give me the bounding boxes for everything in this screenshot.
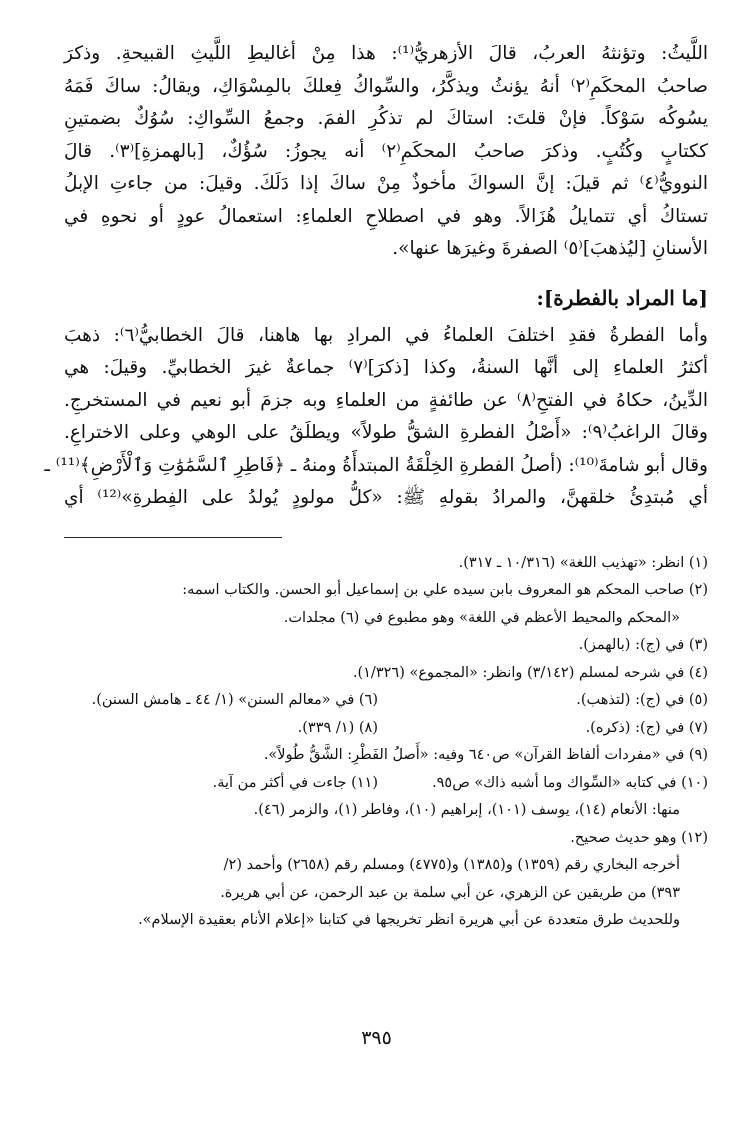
footnote-continuation: منها: الأنعام (١٤)، يوسف (١٠١)، إبراهيم (١٠)، وفاطر (١)، والزمر (٤٦). bbox=[253, 802, 680, 818]
body-line: أكثرُ العلماءِ إلى أنَّها السنةُ، وكذا [ذكرَ]⁽٧⁾ جماعةٌ غيرَ الخطابيِّ. وقيلَ: هي bbox=[64, 357, 708, 378]
body-line: الدِّينُ، حكاهُ في الفتحِ⁽٨⁾ عن طائفةٍ من العلماءِ وبه جزمَ أبو نعيم في المستخرجِ. bbox=[64, 389, 708, 411]
footnote: (٧) في (ج): (ذكره). bbox=[585, 719, 708, 736]
body-line: وقالَ الراغبُ⁽٩⁾: «أَصْلُ الفطرةِ الشقُّ طولاً» ويطلَقُ على الوهي وعلى الاختراعِ. bbox=[64, 422, 708, 443]
footnote: (٦) في «معالم السنن» (١/ ٤٤ ـ هامش السنن). bbox=[91, 692, 378, 708]
body-line: ككتابٍ وكُتُبٍ. وذكرَ صاحبُ المحكَمِ⁽٢⁾ أنه يجوزُ: سُؤُكٌ، [بالهمزةِ]⁽٣⁾. قالَ bbox=[64, 140, 708, 162]
footnote: (١٢) وهو حديث صحيح. bbox=[570, 829, 708, 846]
footnote: (١) انظر: «تهذيب اللغة» (١٠/٣١٦ ـ ٣١٧). bbox=[458, 554, 708, 571]
body-line: الأسنانِ [ليُذهبَ]⁽٥⁾ الصفرةَ وغيرَها عنها». bbox=[392, 238, 708, 259]
footnote-pair bbox=[64, 715, 708, 743]
footnote-continuation: أخرجه البخاري رقم (١٣٥٩) و(١٣٨٥) و(٤٧٧٥) ومسلم رقم (٢٦٥٨) وأحمد (٢/ bbox=[223, 857, 680, 873]
body-text-top bbox=[64, 38, 708, 266]
footnote: (٨) (١/ ٣٣٩). bbox=[297, 719, 378, 736]
body-line: وأما الفطرةُ فقدِ اختلفَ العلماءُ في المرادِ بها هاهنا، قالَ الخطابيُّ⁽٦⁾: ذهبَ bbox=[64, 324, 708, 346]
page-number: ٣٩٥ bbox=[361, 1027, 392, 1049]
footnote-separator bbox=[64, 537, 282, 538]
footnote: (٣) في (ج): (بالهمز). bbox=[578, 637, 708, 653]
body-line: وقال أبو شامةَ⁽¹⁰⁾: (أصلُ الفطرةِ الخِلْقَةُ المبتدأَةُ ومنهُ ـ ﴿فَاطِرِ ٱلسَّمَٰوَٰتِ وَٱلْأَرْضِ﴾⁽¹¹⁾ ـ bbox=[44, 454, 708, 476]
body-line: تستاكُ أي تتمايلُ هُزَالاً. وهو في اصطلاحِ العلماءِ: استعمالُ عودٍ أو نحوهِ في bbox=[64, 205, 708, 227]
footnote: (٢) صاحب المحكم هو المعروف بابن سيده علي بن إسماعيل أبو الحسن. والكتاب اسمه: bbox=[182, 582, 708, 598]
footnote-continuation: ٣٩٣) من طريقين عن الزهري، عن أبي سلمة بن عبد الرحمن، عن أبي هريرة. bbox=[220, 884, 680, 901]
body-line: النوويُّ⁽٤⁾ ثم قيلَ: إنَّ السواكَ مأخوذٌ مِنْ ساكَ إذا دَلَكَ. وقيلَ: من جاءتِ الإبلُ bbox=[64, 173, 708, 194]
footnote: (٤) في شرحه لمسلم (٣/١٤٢) وانظر: «المجموع» (١/٣٢٦). bbox=[352, 664, 708, 681]
footnote-continuation: وللحديث طرق متعددة عن أبي هريرة انظر تخريجها في كتابنا «إعلام الأنام بعقيدة الإسلام». bbox=[138, 912, 680, 928]
page-content bbox=[44, 38, 708, 935]
footnotes bbox=[64, 550, 708, 935]
footnote-pair bbox=[64, 687, 708, 715]
footnote: (١١) جاءت في أكثر من آية. bbox=[212, 774, 378, 791]
body-text-bottom bbox=[44, 320, 708, 515]
footnote-separator-wrap bbox=[64, 515, 708, 550]
footnote: (٩) في «مفردات ألفاظ القرآن» ص٦٤٠ وفيه: «أَصلُ الفَطْرِ: الشَّقُّ طُولاً». bbox=[263, 747, 708, 763]
body-line: يسُوكُه سَوْكاً. فإنْ قلتَ: استاكَ لم تذكُرِ الفمَ. وجمعُ السِّواكِ: سُوُكٌ بضمتينِ bbox=[64, 108, 708, 129]
footnote: (١٠) في كتابه «السِّواك وما أشبه ذاك» ص٩٥. bbox=[432, 774, 708, 791]
footnote-continuation: «المحكم والمحيط الأعظم في اللغة» وهو مطبوع في (٦) مجلدات. bbox=[283, 609, 680, 626]
body-line: اللَّيثُ: وتؤنثهُ العربُ، قالَ الأزهريُّ⁽¹⁾: هذا مِنْ أغاليطِ اللَّيثِ القبيحةِ. وذكرَ bbox=[64, 43, 708, 64]
section-heading: [ما المراد بالفطرة]: bbox=[536, 285, 708, 310]
body-line: صاحبُ المحكَمِ⁽٢⁾ أنهُ يؤنثُ ويذكَّرُ، والسِّواكُ فِعلكَ بالمِسْوَاكِ، ويقالُ: ساكَ فَمَهُ bbox=[64, 75, 708, 97]
footnote: (٥) في (ج): (لتذهب). bbox=[576, 692, 708, 708]
body-line: أي مُبتدِئُ خلقهنَّ، والمرادُ بقولهِ ﷺ: «كلُّ مولودٍ يُولدُ على الفِطرةِ»⁽¹²⁾ أي bbox=[64, 487, 708, 508]
footnote-pair bbox=[64, 770, 708, 798]
